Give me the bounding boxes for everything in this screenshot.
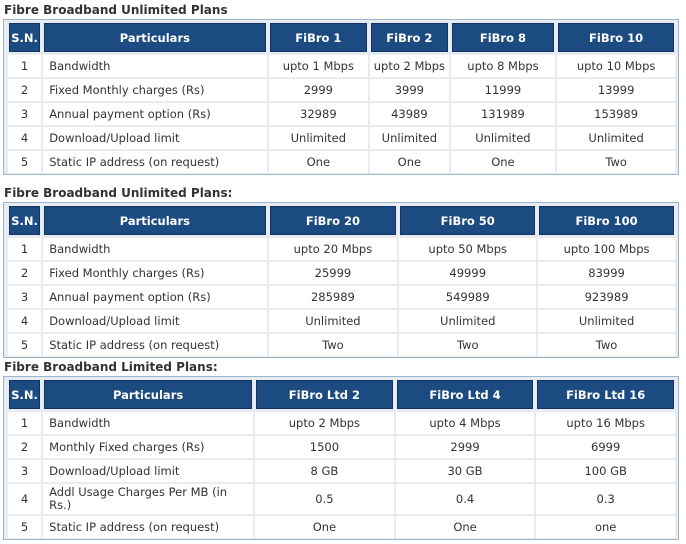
header-plan: FiBro Ltd 16: [536, 379, 675, 410]
section-title: Fibre Broadband Limited Plans:: [4, 360, 218, 374]
plan-value: 3999: [370, 77, 448, 101]
table-row: [8, 53, 675, 77]
plan-value: Unlimited: [269, 125, 369, 149]
row-number: 3: [8, 458, 41, 482]
plan-value: One: [451, 149, 556, 173]
table-row: [8, 434, 675, 458]
row-number: 1: [8, 53, 41, 77]
plan-value: Unlimited: [538, 308, 675, 332]
row-number: 4: [8, 482, 41, 514]
section-title: Fibre Broadband Unlimited Plans:: [4, 186, 233, 200]
table-row: [8, 482, 675, 514]
plans-section-3: [3, 358, 679, 540]
table-frame: [3, 376, 679, 540]
plan-value: Unlimited: [451, 125, 556, 149]
plan-value: 11999: [451, 77, 556, 101]
row-particular: Download/Upload limit: [43, 458, 253, 482]
table-row: [8, 149, 675, 173]
plan-value: Unlimited: [269, 308, 398, 332]
plan-value: Two: [269, 332, 398, 356]
row-particular: Addl Usage Charges Per MB (in Rs.): [43, 482, 253, 514]
section-title: Fibre Broadband Unlimited Plans: [4, 3, 228, 17]
plan-value: upto 10 Mbps: [557, 53, 675, 77]
plan-value: upto 100 Mbps: [538, 236, 675, 260]
plan-value: 1500: [255, 434, 394, 458]
plan-value: One: [269, 149, 369, 173]
plans-table: [6, 205, 677, 356]
header-particulars: Particulars: [43, 22, 266, 53]
table-frame: [3, 202, 679, 358]
row-number: 3: [8, 101, 41, 125]
header-sn: S.N.: [8, 379, 41, 410]
plan-value: upto 2 Mbps: [255, 410, 394, 434]
plan-value: 8 GB: [255, 458, 394, 482]
row-number: 1: [8, 236, 41, 260]
header-particulars: Particulars: [43, 205, 266, 236]
header-plan: FiBro Ltd 2: [255, 379, 394, 410]
header-plan: FiBro 20: [269, 205, 398, 236]
plan-value: upto 2 Mbps: [370, 53, 448, 77]
row-particular: Bandwidth: [43, 236, 266, 260]
header-sn: S.N.: [8, 22, 41, 53]
header-plan: FiBro 100: [538, 205, 675, 236]
plan-value: 100 GB: [536, 458, 675, 482]
row-particular: Annual payment option (Rs): [43, 101, 266, 125]
row-particular: Fixed Monthly charges (Rs): [43, 260, 266, 284]
plan-value: Unlimited: [370, 125, 448, 149]
row-particular: Annual payment option (Rs): [43, 284, 266, 308]
plan-value: Two: [399, 332, 536, 356]
table-row: [8, 308, 675, 332]
plan-value: Two: [557, 149, 675, 173]
row-particular: Fixed Monthly charges (Rs): [43, 77, 266, 101]
plan-value: One: [255, 514, 394, 538]
header-plan: FiBro 2: [370, 22, 448, 53]
table-row: [8, 284, 675, 308]
plans-section-1: [3, 1, 679, 175]
row-particular: Static IP address (on request): [43, 514, 253, 538]
row-particular: Static IP address (on request): [43, 332, 266, 356]
plan-value: 49999: [399, 260, 536, 284]
table-header-row: [8, 379, 675, 410]
plan-value: 923989: [538, 284, 675, 308]
plan-value: one: [536, 514, 675, 538]
plan-value: 131989: [451, 101, 556, 125]
plan-value: Two: [538, 332, 675, 356]
row-number: 4: [8, 125, 41, 149]
header-plan: FiBro Ltd 4: [396, 379, 535, 410]
table-row: [8, 101, 675, 125]
plan-value: 2999: [269, 77, 369, 101]
table-frame: [3, 19, 679, 175]
row-particular: Monthly Fixed charges (Rs): [43, 434, 253, 458]
plan-value: 0.5: [255, 482, 394, 514]
plan-value: 0.3: [536, 482, 675, 514]
header-plan: FiBro 8: [451, 22, 556, 53]
plan-value: 25999: [269, 260, 398, 284]
header-plan: FiBro 50: [399, 205, 536, 236]
plan-value: 13999: [557, 77, 675, 101]
plans-section-2: [3, 184, 679, 358]
row-number: 3: [8, 284, 41, 308]
plan-value: 43989: [370, 101, 448, 125]
table-row: [8, 125, 675, 149]
row-number: 2: [8, 260, 41, 284]
plan-value: 30 GB: [396, 458, 535, 482]
header-particulars: Particulars: [43, 379, 253, 410]
row-number: 4: [8, 308, 41, 332]
row-particular: Static IP address (on request): [43, 149, 266, 173]
plans-table: [6, 22, 677, 173]
header-plan: FiBro 1: [269, 22, 369, 53]
plan-value: 285989: [269, 284, 398, 308]
plan-value: 549989: [399, 284, 536, 308]
table-row: [8, 458, 675, 482]
header-plan: FiBro 10: [557, 22, 675, 53]
table-row: [8, 77, 675, 101]
row-number: 2: [8, 434, 41, 458]
plan-value: One: [396, 514, 535, 538]
plan-value: upto 8 Mbps: [451, 53, 556, 77]
plan-value: upto 1 Mbps: [269, 53, 369, 77]
table-row: [8, 514, 675, 538]
header-sn: S.N.: [8, 205, 41, 236]
row-number: 1: [8, 410, 41, 434]
row-number: 2: [8, 77, 41, 101]
plan-value: upto 20 Mbps: [269, 236, 398, 260]
table-row: [8, 236, 675, 260]
plan-value: upto 4 Mbps: [396, 410, 535, 434]
table-header-row: [8, 22, 675, 53]
plan-value: upto 50 Mbps: [399, 236, 536, 260]
plan-value: 0.4: [396, 482, 535, 514]
row-particular: Bandwidth: [43, 410, 253, 434]
plan-value: One: [370, 149, 448, 173]
plans-table: [6, 379, 677, 538]
row-number: 5: [8, 332, 41, 356]
plan-value: Unlimited: [557, 125, 675, 149]
row-number: 5: [8, 514, 41, 538]
plan-value: upto 16 Mbps: [536, 410, 675, 434]
plan-value: 6999: [536, 434, 675, 458]
table-header-row: [8, 205, 675, 236]
plan-value: 2999: [396, 434, 535, 458]
row-number: 5: [8, 149, 41, 173]
row-particular: Download/Upload limit: [43, 308, 266, 332]
table-row: [8, 410, 675, 434]
row-particular: Bandwidth: [43, 53, 266, 77]
row-particular: Download/Upload limit: [43, 125, 266, 149]
table-row: [8, 332, 675, 356]
plan-value: Unlimited: [399, 308, 536, 332]
plan-value: 32989: [269, 101, 369, 125]
plan-value: 83999: [538, 260, 675, 284]
table-row: [8, 260, 675, 284]
plan-value: 153989: [557, 101, 675, 125]
